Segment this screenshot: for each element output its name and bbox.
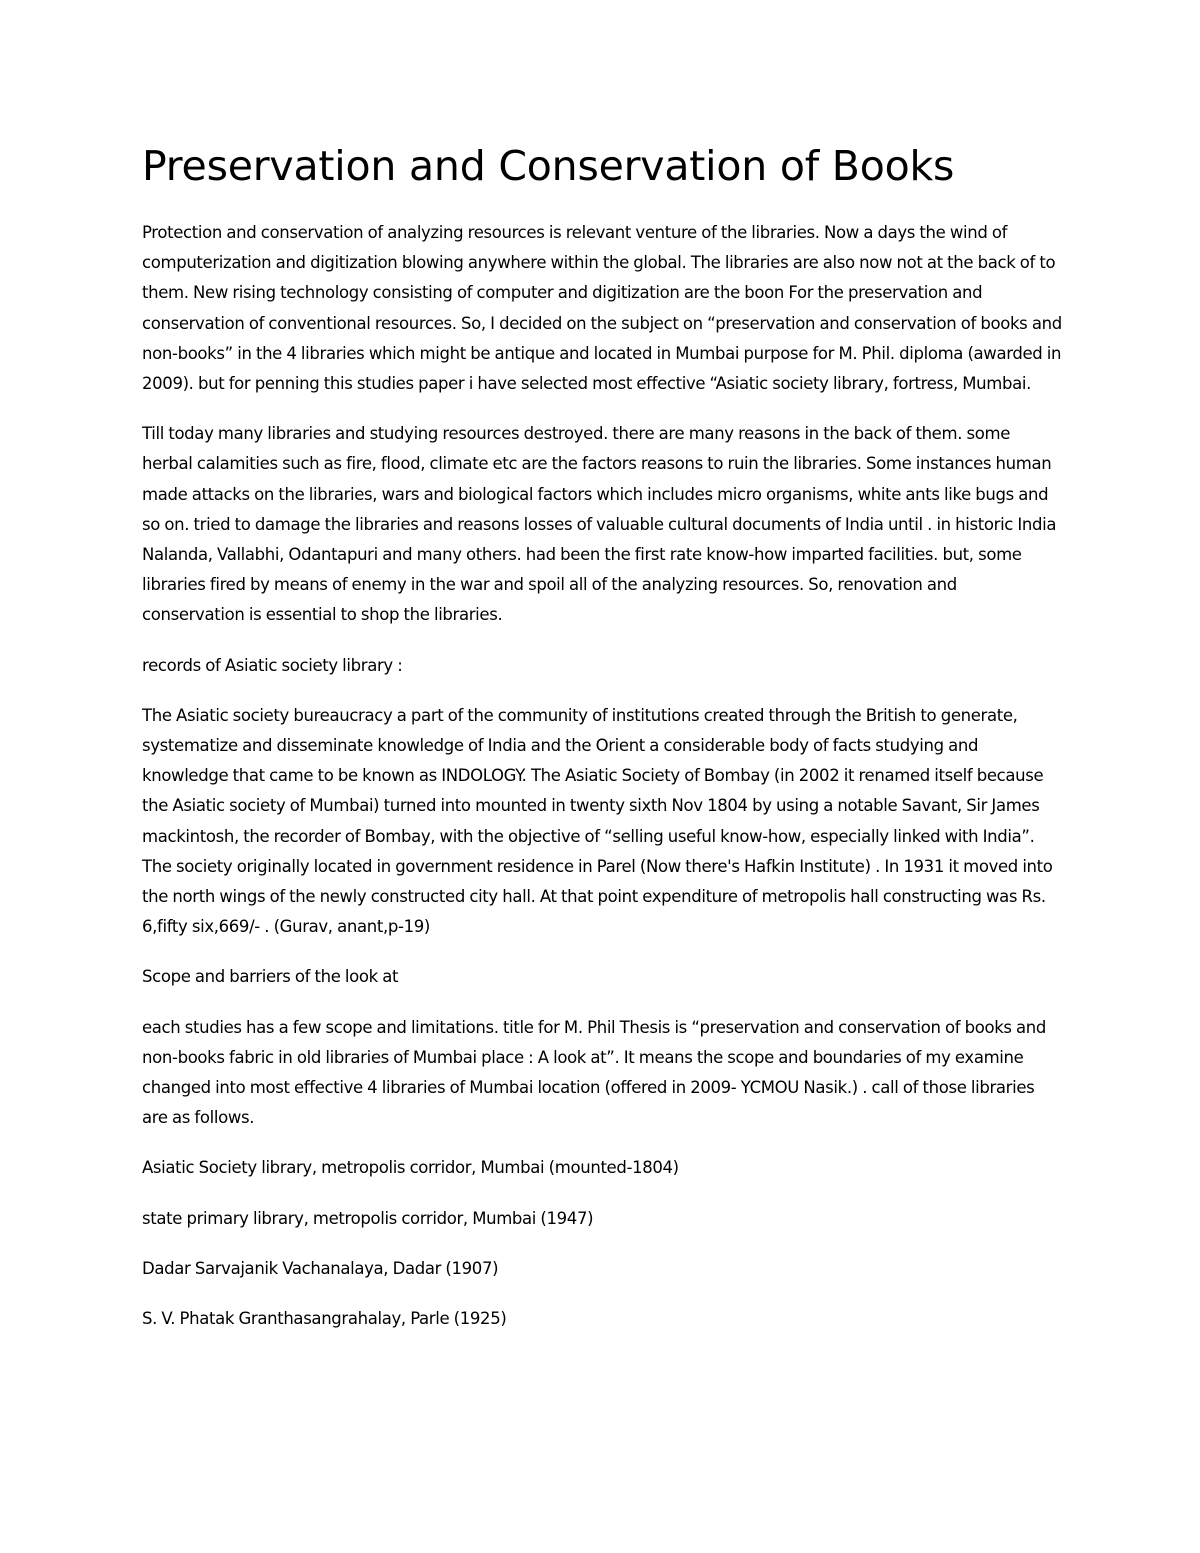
paragraph-intro: Protection and conservation of analyzing resources is relevant venture of the libraries. Now a days the wind of computerization and digitization blowing anywhere within the global. The libraries are also now not at the back of to them. New rising technology consisting of computer and digitization are the boon For the preservation and conservation of conventional resources. So, I decided on the subject on “preservation and conservation of books and non-books” in the 4 libraries which might be antique and located in Mumbai purpose for M. Phil. diploma (awarded in 2009). but for penning this studies paper i have selected most effective “Asiatic society library, fortress, Mumbai. [142,223,1062,394]
library-item: S. V. Phatak Granthasangrahalay, Parle (1925) [142,1309,507,1329]
section-heading-records: records of Asiatic society library : [142,655,403,675]
library-item: Asiatic Society library, metropolis corridor, Mumbai (mounted-1804) [142,1158,679,1178]
paragraph-scope: each studies has a few scope and limitations. title for M. Phil Thesis is “preservation and conservation of books and non-books fabric in old libraries of Mumbai place : A look at”. It means the scope and boundaries of my examine changed into most effective 4 libraries of Mumbai location (offered in 2009- YCMOU Nasik.) . call of those libraries are as follows. [142,1017,1047,1128]
document-title: Preservation and Conservation of Books [142,142,955,190]
document-page [142,138,1062,1354]
section-heading-scope: Scope and barriers of the look at [142,967,399,987]
library-item: Dadar Sarvajanik Vachanalaya, Dadar (1907) [142,1258,499,1278]
paragraph-destruction: Till today many libraries and studying resources destroyed. there are many reasons in the back of them. some herbal calamities such as fire, flood, climate etc are the factors reasons to ruin the libraries. Some instances human made attacks on the libraries, wars and biological factors which includes micro organisms, white ants like bugs and so on. tried to damage the libraries and reasons losses of valuable cultural documents of India until . in historic India Nalanda, Vallabhi, Odantapuri and many others. had been the first rate know-how imparted facilities. but, some libraries fired by means of enemy in the war and spoil all of the analyzing resources. So, renovation and conservation is essential to shop the libraries. [142,424,1057,625]
library-item: state primary library, metropolis corridor, Mumbai (1947) [142,1208,594,1228]
paragraph-asiatic-society: The Asiatic society bureaucracy a part of the community of institutions created through the British to generate, systematize and disseminate knowledge of India and the Orient a considerable body of facts studying and knowledge that came to be known as INDOLOGY. The Asiatic Society of Bombay (in 2002 it renamed itself because the Asiatic society of Mumbai) turned into mounted in twenty sixth Nov 1804 by using a notable Savant, Sir James mackintosh, the recorder of Bombay, with the objective of “selling useful know-how, especially linked with India”. The society originally located in government residence in Parel (Now there's Hafkin Institute) . In 1931 it moved into the north wings of the newly constructed city hall. At that point expenditure of metropolis hall constructing was Rs. 6,fifty six,669/- . (Gurav, anant,p-19) [142,705,1053,937]
